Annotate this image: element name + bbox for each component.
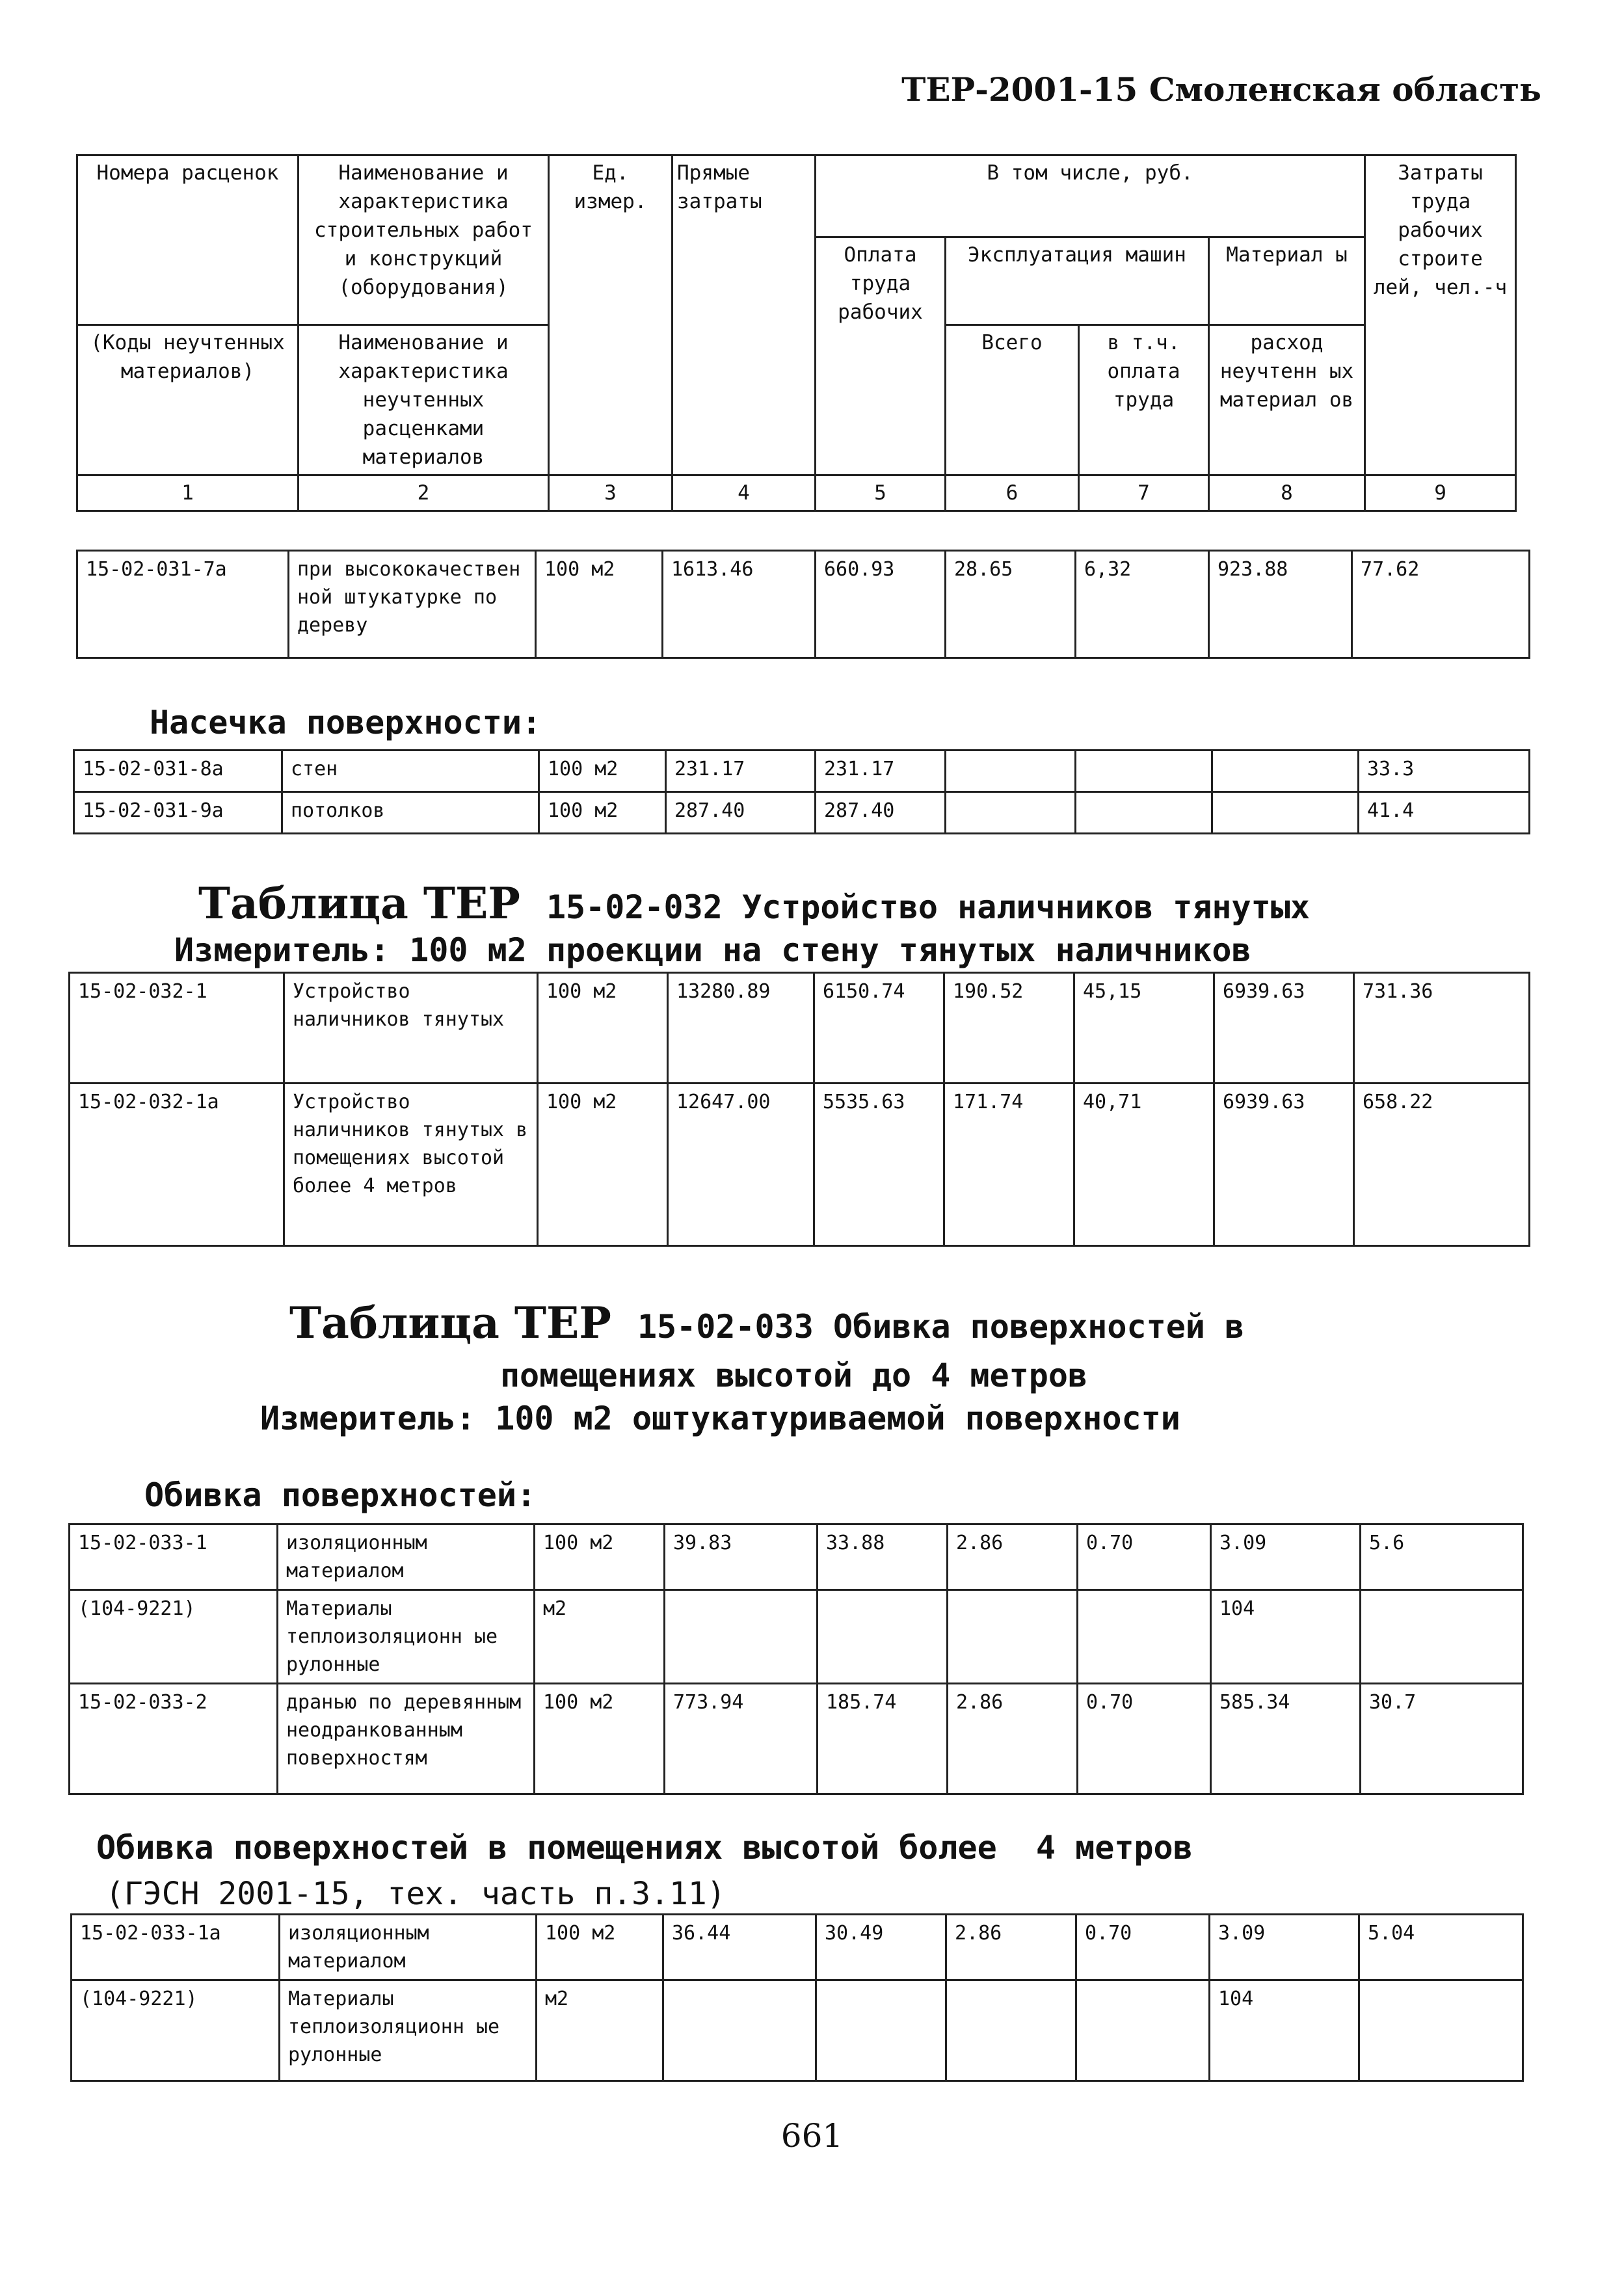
rate-code-cell: (104-9221) <box>70 1590 278 1684</box>
header-machines-total: Всего <box>946 325 1079 475</box>
machines-total-cell: 2.86 <box>948 1684 1078 1794</box>
table-033-prefix: Таблица ТЕР <box>289 1297 611 1348</box>
direct-costs-cell: 1613.46 <box>663 551 816 658</box>
header-unaccounted-name: Наименование и характеристика неучтенных расценками материалов <box>299 325 549 475</box>
unit-cell: 100 м2 <box>535 1524 665 1590</box>
labor-hours-cell: 5.6 <box>1361 1524 1523 1590</box>
header-materials: Материал ы <box>1209 237 1365 325</box>
machines-labor-cell <box>1076 1980 1210 2081</box>
section-title-upholstery: Обивка поверхностей: <box>144 1476 537 1514</box>
table-033-title <box>289 1297 1244 1348</box>
work-name-cell: изоляционным материалом <box>278 1524 535 1590</box>
unit-cell: 100 м2 <box>537 1915 663 1980</box>
labor-hours-cell: 33.3 <box>1359 751 1530 792</box>
rate-code-cell: (104-9221) <box>72 1980 280 2081</box>
unit-cell: 100 м2 <box>536 551 663 658</box>
header-machines: Эксплуатация машин <box>946 237 1209 325</box>
work-name-cell: Устройство наличников тянутых <box>284 973 538 1084</box>
labor-pay-cell <box>818 1590 948 1684</box>
direct-costs-cell: 231.17 <box>666 751 816 792</box>
labor-pay-cell <box>816 1980 946 2081</box>
work-name-cell: потолков <box>282 792 539 834</box>
rate-code-cell: 15-02-033-1 <box>70 1524 278 1590</box>
machines-total-cell: 28.65 <box>946 551 1076 658</box>
page-number: 661 <box>780 2117 844 2155</box>
column-number: 4 <box>672 475 816 511</box>
rate-code-cell: 15-02-032-1а <box>70 1084 284 1246</box>
direct-costs-cell <box>665 1590 818 1684</box>
labor-pay-cell: 30.49 <box>816 1915 946 1980</box>
notching-table <box>73 749 1530 834</box>
work-name-cell: изоляционным материалом <box>280 1915 537 1980</box>
materials-cost-cell: 3.09 <box>1210 1915 1359 1980</box>
unit-cell: м2 <box>537 1980 663 2081</box>
direct-costs-cell <box>663 1980 816 2081</box>
header-unaccounted-consumption: расход неучтенн ых материал ов <box>1209 325 1365 475</box>
direct-costs-cell: 12647.00 <box>668 1084 814 1246</box>
column-number: 5 <box>816 475 946 511</box>
rate-table-7a <box>76 550 1530 659</box>
labor-pay-cell: 6150.74 <box>814 973 944 1084</box>
column-number: 7 <box>1079 475 1209 511</box>
materials-cost-cell: 104 <box>1210 1980 1359 2081</box>
table-row <box>72 1980 1523 2081</box>
column-number: 9 <box>1365 475 1516 511</box>
materials-cost-cell: 3.09 <box>1211 1524 1361 1590</box>
work-name-cell: Материалы теплоизоляционн ые рулонные <box>280 1980 537 2081</box>
labor-pay-cell: 185.74 <box>818 1684 948 1794</box>
unit-cell: 100 м2 <box>538 1084 668 1246</box>
work-name-cell: при высококачествен ной штукатурке по дереву <box>289 551 536 658</box>
materials-cost-cell: 923.88 <box>1209 551 1352 658</box>
materials-cost-cell <box>1212 792 1359 834</box>
unit-cell: 100 м2 <box>538 973 668 1084</box>
machines-total-cell: 2.86 <box>946 1915 1076 1980</box>
machines-labor-cell: 40,71 <box>1074 1084 1214 1246</box>
table-row <box>70 1524 1523 1590</box>
header-name: Наименование и характеристика строительных работ и конструкций (оборудования) <box>299 155 549 325</box>
labor-hours-cell: 41.4 <box>1359 792 1530 834</box>
rate-code-cell: 15-02-032-1 <box>70 973 284 1084</box>
machines-labor-cell: 6,32 <box>1076 551 1209 658</box>
machines-total-cell: 171.74 <box>944 1084 1074 1246</box>
materials-cost-cell: 6939.63 <box>1214 973 1354 1084</box>
unit-cell: 100 м2 <box>535 1684 665 1794</box>
section-over-4m-note: (ГЭСН 2001-15, тех. часть п.3.11) <box>105 1876 726 1912</box>
page-header-title: ТЕР-2001-15 Смоленская область <box>901 70 1541 109</box>
unit-cell: 100 м2 <box>539 792 666 834</box>
machines-labor-cell: 0.70 <box>1078 1684 1211 1794</box>
materials-cost-cell: 104 <box>1211 1590 1361 1684</box>
rate-code-cell: 15-02-033-1а <box>72 1915 280 1980</box>
header-including: В том числе, руб. <box>816 155 1365 237</box>
section-title-over-4m: Обивка поверхностей в помещениях высотой более 4 метров <box>96 1829 1193 1867</box>
machines-labor-cell <box>1076 792 1212 834</box>
machines-labor-cell <box>1076 751 1212 792</box>
labor-hours-cell: 731.36 <box>1354 973 1530 1084</box>
labor-hours-cell <box>1361 1590 1523 1684</box>
labor-pay-cell: 5535.63 <box>814 1084 944 1246</box>
table-row <box>74 751 1530 792</box>
table-032 <box>68 972 1530 1247</box>
rate-code-cell: 15-02-031-7а <box>77 551 289 658</box>
table-033-meter: Измеритель: 100 м2 оштукатуриваемой поверхности <box>260 1400 1180 1437</box>
machines-total-cell: 2.86 <box>948 1524 1078 1590</box>
table-over-4m <box>70 1913 1524 2082</box>
table-032-meter: Измеритель: 100 м2 проекции на стену тянутых наличников <box>174 931 1251 969</box>
machines-total-cell <box>948 1590 1078 1684</box>
header-machines-labor: в т.ч. оплата труда <box>1079 325 1209 475</box>
table-row <box>70 973 1530 1084</box>
direct-costs-cell: 287.40 <box>666 792 816 834</box>
labor-pay-cell: 33.88 <box>818 1524 948 1590</box>
table-033-title-line2: помещениях высотой до 4 метров <box>499 1357 1088 1394</box>
table-032-title <box>198 878 1310 929</box>
column-number: 2 <box>299 475 549 511</box>
machines-labor-cell: 0.70 <box>1078 1524 1211 1590</box>
table-row <box>70 1590 1523 1684</box>
table-032-prefix: Таблица ТЕР <box>198 878 520 929</box>
labor-pay-cell: 660.93 <box>816 551 946 658</box>
labor-hours-cell <box>1359 1980 1523 2081</box>
materials-cost-cell: 585.34 <box>1211 1684 1361 1794</box>
work-name-cell: дранью по деревянным неодранкованным поверхностям <box>278 1684 535 1794</box>
materials-cost-cell <box>1212 751 1359 792</box>
direct-costs-cell: 13280.89 <box>668 973 814 1084</box>
table-row <box>70 1084 1530 1246</box>
unit-cell: м2 <box>535 1590 665 1684</box>
labor-hours-cell: 30.7 <box>1361 1684 1523 1794</box>
header-code: Номера расценок <box>77 155 299 325</box>
rate-code-cell: 15-02-033-2 <box>70 1684 278 1794</box>
section-title-notching: Насечка поверхности: <box>150 704 542 741</box>
unit-cell: 100 м2 <box>539 751 666 792</box>
table-032-heading: 15-02-032 Устройство наличников тянутых <box>546 888 1310 926</box>
header-labor-pay: Оплата труда рабочих <box>816 237 946 475</box>
rate-code-cell: 15-02-031-8а <box>74 751 282 792</box>
column-number: 6 <box>946 475 1079 511</box>
labor-hours-cell: 77.62 <box>1352 551 1530 658</box>
column-number: 1 <box>77 475 299 511</box>
table-row <box>74 792 1530 834</box>
table-row <box>70 1684 1523 1794</box>
machines-total-cell <box>946 792 1076 834</box>
work-name-cell: Устройство наличников тянутых в помещениях высотой более 4 метров <box>284 1084 538 1246</box>
work-name-cell: стен <box>282 751 539 792</box>
labor-pay-cell: 231.17 <box>816 751 946 792</box>
rate-code-cell: 15-02-031-9а <box>74 792 282 834</box>
column-number: 8 <box>1209 475 1365 511</box>
labor-hours-cell: 5.04 <box>1359 1915 1523 1980</box>
column-number: 3 <box>549 475 672 511</box>
column-header-table <box>76 154 1517 512</box>
header-direct-costs: Прямые затраты <box>672 155 816 475</box>
machines-total-cell <box>946 751 1076 792</box>
direct-costs-cell: 39.83 <box>665 1524 818 1590</box>
machines-total-cell: 190.52 <box>944 973 1074 1084</box>
work-name-cell: Материалы теплоизоляционн ые рулонные <box>278 1590 535 1684</box>
labor-hours-cell: 658.22 <box>1354 1084 1530 1246</box>
materials-cost-cell: 6939.63 <box>1214 1084 1354 1246</box>
header-unaccounted-codes: (Коды неучтенных материалов) <box>77 325 299 475</box>
machines-labor-cell <box>1078 1590 1211 1684</box>
table-row <box>77 551 1530 658</box>
direct-costs-cell: 773.94 <box>665 1684 818 1794</box>
table-033-heading: 15-02-033 Обивка поверхностей в <box>637 1308 1245 1346</box>
machines-total-cell <box>946 1980 1076 2081</box>
table-row <box>72 1915 1523 1980</box>
table-033 <box>68 1523 1524 1795</box>
labor-pay-cell: 287.40 <box>816 792 946 834</box>
direct-costs-cell: 36.44 <box>663 1915 816 1980</box>
header-labor-hours: Затраты труда рабочих строите лей, чел.-ч <box>1365 155 1516 475</box>
header-unit: Ед. измер. <box>549 155 672 475</box>
machines-labor-cell: 0.70 <box>1076 1915 1210 1980</box>
machines-labor-cell: 45,15 <box>1074 973 1214 1084</box>
